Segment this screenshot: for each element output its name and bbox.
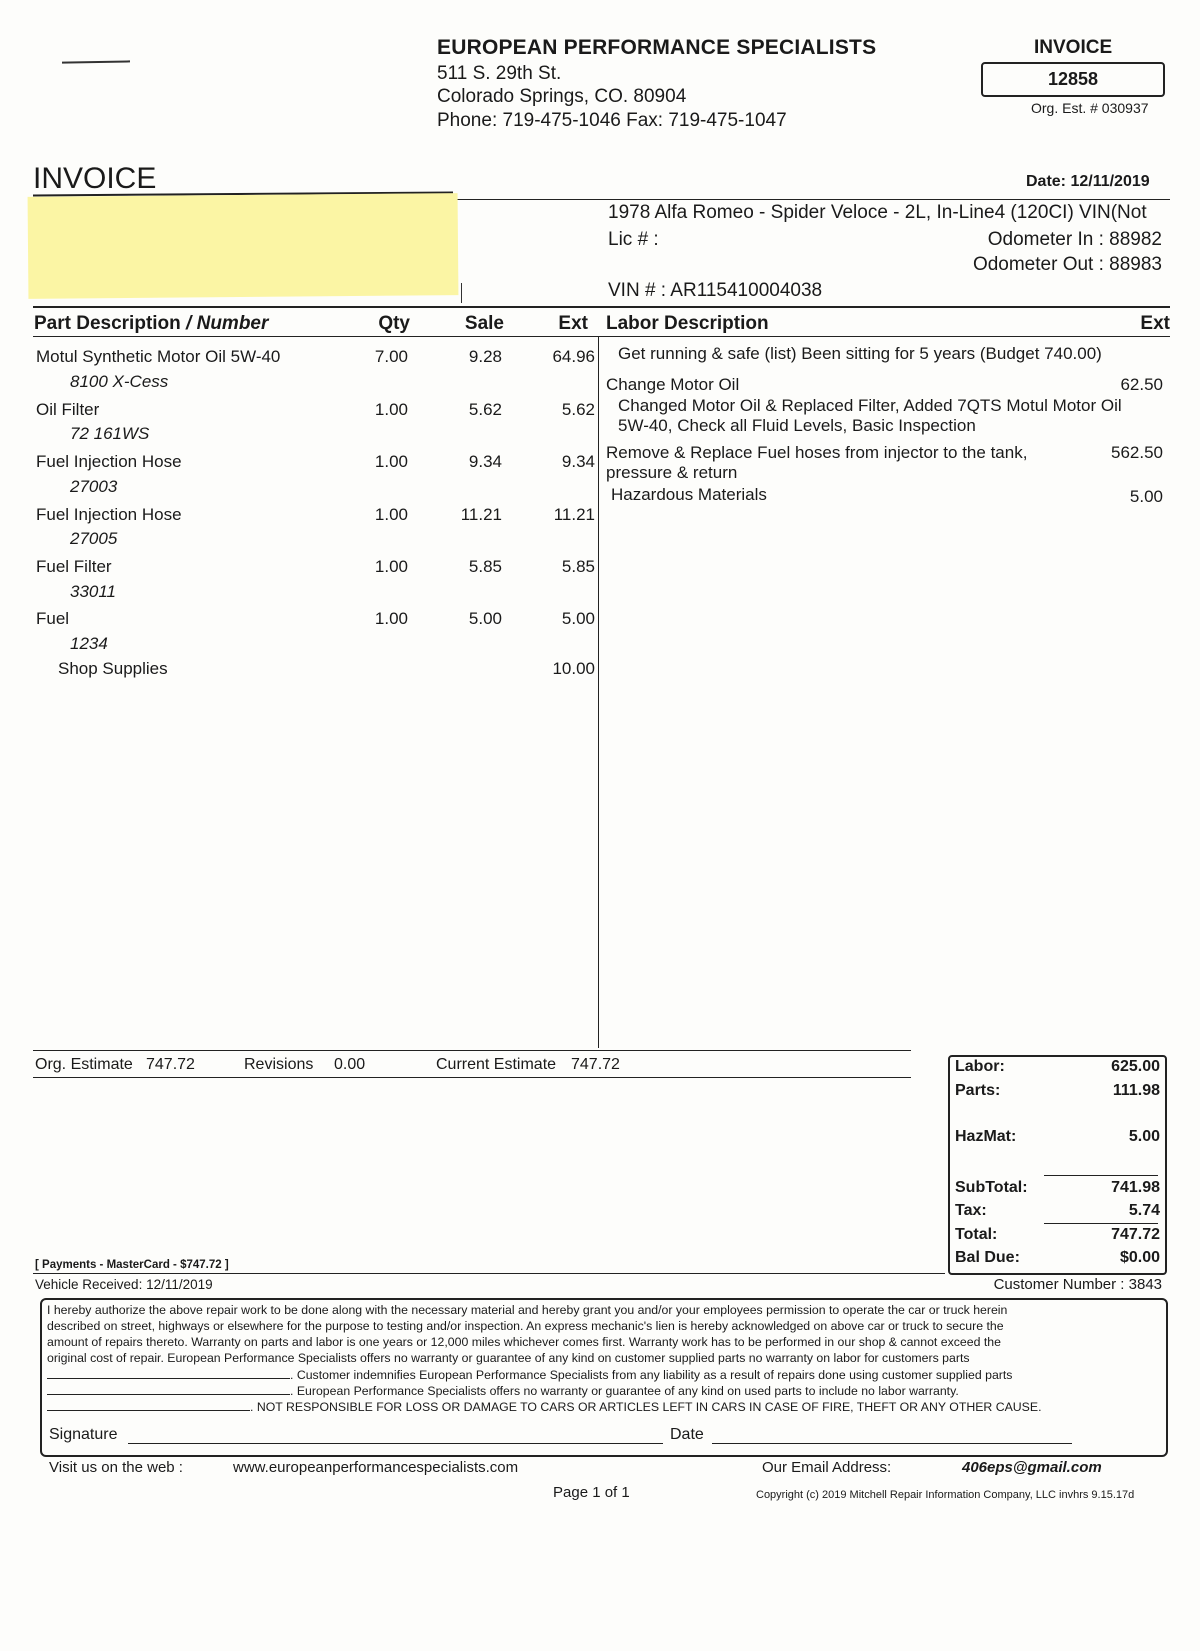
invoice-number: 12858 xyxy=(981,62,1165,97)
invoice-label: INVOICE xyxy=(1034,37,1113,58)
part-sale: 9.28 xyxy=(468,347,502,366)
part-sale: 5.00 xyxy=(468,609,502,628)
part-sale: 5.62 xyxy=(468,400,502,419)
shop-address: 511 S. 29th St. xyxy=(437,63,562,84)
total-label: Total: xyxy=(955,1226,998,1243)
balance-due-label: Bal Due: xyxy=(955,1249,1020,1266)
current-estimate-value: 747.72 xyxy=(571,1056,620,1073)
part-number: 27003 xyxy=(70,477,118,496)
labor-line-note: Changed Motor Oil & Replaced Filter, Added 7QTS Motul Motor Oil xyxy=(618,396,1122,415)
labor-line-note: 5W-40, Check all Fluid Levels, Basic Inspection xyxy=(618,416,976,435)
tax-value: 5.74 xyxy=(1128,1202,1160,1219)
part-sale: 5.85 xyxy=(468,557,502,576)
part-desc: Oil Filter xyxy=(36,400,100,419)
table-top-rule xyxy=(33,306,1170,308)
parts-header-qty: Qty xyxy=(378,313,410,334)
email-link[interactable]: 406eps@gmail.com xyxy=(962,1459,1102,1476)
part-sale: 11.21 xyxy=(460,505,502,524)
labor-line-ext: 5.00 xyxy=(1129,487,1163,506)
part-number: 72 161WS xyxy=(70,424,150,443)
signature-line[interactable] xyxy=(128,1442,663,1444)
legal-initial-line xyxy=(47,1366,1012,1383)
invoice-date: Date: 12/11/2019 xyxy=(1026,173,1150,190)
initial-blank[interactable] xyxy=(47,1398,250,1411)
shop-supplies-ext: 10.00 xyxy=(552,659,595,678)
org-estimate-label: Org. Estimate xyxy=(35,1056,133,1073)
part-qty: 1.00 xyxy=(374,505,408,524)
column-divider xyxy=(598,336,599,1048)
customer-number: Customer Number : 3843 xyxy=(993,1276,1162,1293)
revisions-label: Revisions xyxy=(244,1056,314,1073)
legal-text: amount of repairs thereto. Warranty on parts and labor is one years or 12,000 miles whichever comes first. Warranty work has to be performed in our shop & cannot exceed the xyxy=(47,1335,1001,1349)
part-qty: 1.00 xyxy=(374,452,408,471)
payments-line: [ Payments - MasterCard - $747.72 ] xyxy=(35,1259,229,1271)
org-estimate-number: Org. Est. # 030937 xyxy=(1031,100,1149,116)
part-ext: 9.34 xyxy=(561,452,595,471)
balance-due-value: $0.00 xyxy=(1119,1249,1160,1266)
payments-rule xyxy=(33,1273,945,1274)
shop-phone: Phone: 719-475-1046 Fax: 719-475-1047 xyxy=(437,110,787,131)
labor-header-ext: Ext xyxy=(1140,313,1170,334)
page-number: Page 1 of 1 xyxy=(553,1484,630,1501)
web-link[interactable]: www.europeanperformancespecialists.com xyxy=(233,1459,519,1476)
part-qty: 1.00 xyxy=(374,400,408,419)
shop-name: EUROPEAN PERFORMANCE SPECIALISTS xyxy=(437,36,877,59)
parts-total-label: Parts: xyxy=(955,1082,1001,1099)
part-number: 1234 xyxy=(70,634,108,653)
vehicle-description: 1978 Alfa Romeo - Spider Veloce - 2L, In-Line4 (120CI) VIN(Not xyxy=(608,202,1147,223)
license-number: Lic # : xyxy=(608,229,659,250)
labor-line-desc: Hazardous Materials xyxy=(611,485,767,504)
odometer-in: Odometer In : 88982 xyxy=(987,229,1162,250)
signature-label: Signature xyxy=(49,1426,118,1443)
labor-line-ext: 562.50 xyxy=(1111,443,1163,462)
initial-blank[interactable] xyxy=(47,1382,290,1395)
hazmat-total-value: 5.00 xyxy=(1128,1128,1160,1145)
part-number: 33011 xyxy=(70,582,117,601)
part-ext: 5.62 xyxy=(561,400,595,419)
parts-header-number: / Number xyxy=(186,313,269,334)
header-rule xyxy=(450,199,1170,200)
part-number: 8100 X-Cess xyxy=(70,372,169,391)
part-qty: 1.00 xyxy=(374,557,408,576)
part-desc: Fuel xyxy=(36,609,70,628)
part-desc: Fuel Injection Hose xyxy=(36,505,182,524)
total-value: 747.72 xyxy=(1111,1226,1160,1243)
part-ext: 64.96 xyxy=(552,347,595,366)
initial-blank[interactable] xyxy=(47,1366,290,1379)
shop-supplies-label: Shop Supplies xyxy=(58,659,168,678)
labor-job-title: Get running & safe (list) Been sitting for 5 years (Budget 740.00) xyxy=(618,344,1102,363)
parts-total-value: 111.98 xyxy=(1112,1082,1160,1099)
legal-text: described on street, highways or elsewhere for the purpose to testing and/or inspection. An express mechanic's lien is hereby acknowledged on above car or truck to secure the xyxy=(47,1319,1004,1333)
shop-city: Colorado Springs, CO. 80904 xyxy=(437,86,687,107)
labor-total-value: 625.00 xyxy=(1111,1058,1160,1075)
web-label: Visit us on the web : xyxy=(49,1459,183,1476)
parts-header-ext: Ext xyxy=(558,313,588,334)
legal-initial-line xyxy=(47,1398,1042,1415)
tax-label: Tax: xyxy=(955,1202,987,1219)
total-rule xyxy=(1044,1223,1158,1224)
vin-number: VIN # : AR115410004038 xyxy=(608,280,823,301)
subtotal-rule xyxy=(1044,1175,1158,1176)
legal-text: . European Performance Specialists offers no warranty or guarantee of any kind on used parts to include no labor warranty. xyxy=(290,1384,959,1398)
redacted-customer-info xyxy=(28,193,459,299)
estimate-bottom-rule xyxy=(33,1077,911,1078)
labor-line-desc: Remove & Replace Fuel hoses from injector to the tank, xyxy=(606,443,1028,462)
part-ext: 11.21 xyxy=(553,505,595,524)
part-sale: 9.34 xyxy=(468,452,502,471)
parts-header-desc xyxy=(34,313,268,335)
labor-line-ext: 62.50 xyxy=(1120,375,1163,394)
part-number: 27005 xyxy=(70,529,118,548)
part-desc: Fuel Filter xyxy=(36,557,112,576)
subtotal-label: SubTotal: xyxy=(955,1179,1028,1196)
labor-line-desc: Change Motor Oil xyxy=(606,375,740,394)
legal-text: . Customer indemnifies European Performance Specialists from any liability as a result of repairs done using customer supplied parts xyxy=(290,1368,1013,1382)
table-header-rule xyxy=(33,336,1170,337)
pen-mark xyxy=(62,60,130,63)
parts-header-desc-label: Part Description xyxy=(34,313,181,334)
part-qty: 7.00 xyxy=(374,347,408,366)
legal-text: . NOT RESPONSIBLE FOR LOSS OR DAMAGE TO CARS OR ARTICLES LEFT IN CARS IN CASE OF FIRE, THEFT OR ANY OTHER CAUSE. xyxy=(250,1400,1042,1414)
vehicle-received: Vehicle Received: 12/11/2019 xyxy=(35,1277,213,1292)
current-estimate-label: Current Estimate xyxy=(436,1056,557,1073)
labor-header-desc: Labor Description xyxy=(606,313,769,334)
legal-initial-line xyxy=(47,1382,959,1399)
parts-header-sale: Sale xyxy=(464,313,504,334)
page-title: INVOICE xyxy=(33,162,157,195)
odometer-out: Odometer Out : 88983 xyxy=(972,254,1162,275)
hazmat-total-label: HazMat: xyxy=(955,1128,1017,1145)
part-qty: 1.00 xyxy=(374,609,408,628)
revisions-value: 0.00 xyxy=(334,1056,366,1073)
date-line[interactable] xyxy=(712,1442,1072,1444)
part-desc: Motul Synthetic Motor Oil 5W-40 xyxy=(36,347,281,366)
labor-line-desc: pressure & return xyxy=(606,463,738,482)
copyright: Copyright (c) 2019 Mitchell Repair Information Company, LLC invhrs 9.15.17d xyxy=(756,1489,1135,1501)
part-ext: 5.85 xyxy=(561,557,595,576)
part-desc: Fuel Injection Hose xyxy=(36,452,182,471)
redact-tick xyxy=(461,283,462,303)
legal-text: original cost of repair. European Performance Specialists offers no warranty or guarantee of any kind on customer supplied parts no warranty on labor for customers parts xyxy=(47,1351,970,1365)
legal-text: I hereby authorize the above repair work to be done along with the necessary material and hereby grant you and/or your employees permission to operate the car or truck herein xyxy=(47,1303,1008,1317)
labor-total-label: Labor: xyxy=(955,1058,1005,1075)
part-ext: 5.00 xyxy=(561,609,595,628)
subtotal-value: 741.98 xyxy=(1111,1179,1160,1196)
date-label: Date xyxy=(670,1426,704,1443)
org-estimate-value: 747.72 xyxy=(146,1056,195,1073)
estimate-top-rule xyxy=(33,1050,911,1051)
email-label: Our Email Address: xyxy=(762,1459,892,1476)
